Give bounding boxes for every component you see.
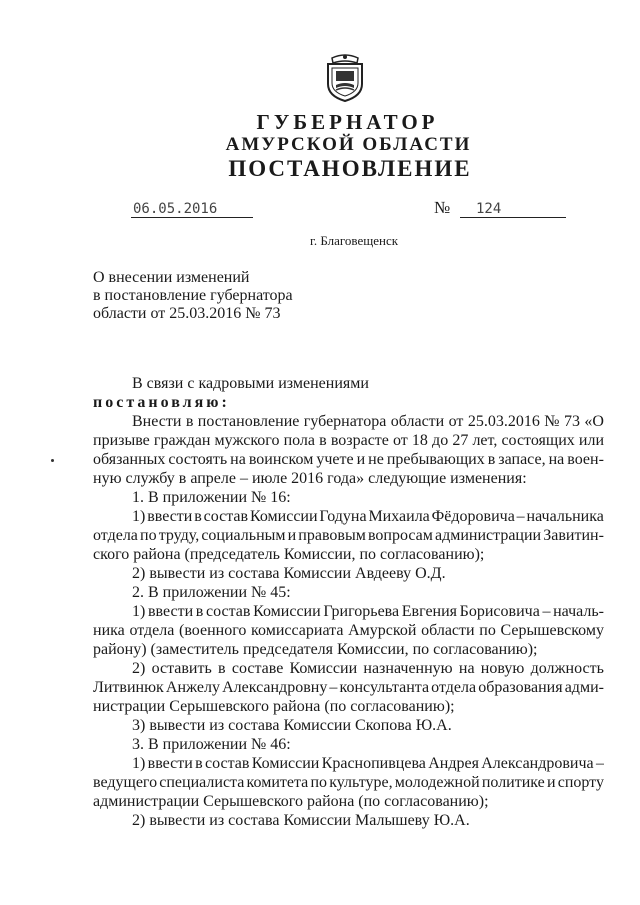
scan-speck [51, 459, 54, 462]
issuer-region: АМУРСКОЙ ОБЛАСТИ [225, 134, 472, 155]
body-line: 1) ввести в состав Комиссии Григорьева Евгения Борисовича – началь- [132, 603, 604, 620]
body-line: 2. В приложении № 45: [132, 584, 291, 601]
resolve-word: постановляю: [93, 394, 230, 411]
body-line: 2) вывести из состава Комиссии Авдееву О.Д. [132, 565, 446, 582]
body-line: 3) вывести из состава Комиссии Скопова Ю.А. [132, 717, 452, 734]
document-date: 06.05.2016 [131, 201, 253, 218]
number-sign: № [434, 198, 451, 217]
body-line: 2) вывести из состава Комиссии Малышеву Ю.А. [132, 812, 470, 829]
body-line: Литвинюк Анжелу Александровну – консультанта отдела образования адми- [93, 679, 604, 696]
city: г. Благовещенск [309, 233, 399, 248]
body-line: 1. В приложении № 16: [132, 489, 291, 506]
body-line: 3. В приложении № 46: [132, 736, 291, 753]
document-number: 124 [460, 201, 566, 218]
body-line: обязанных состоять на воинском учете и не пребывающих в запасе, на воен- [93, 451, 604, 468]
document-type: ПОСТАНОВЛЕНИЕ [228, 156, 472, 181]
subject-line: О внесении изменений [93, 269, 250, 286]
body-line: 2) оставить в составе Комиссии назначенную на новую должность [132, 660, 604, 677]
body-line: ведущего специалиста комитета по культуре, молодежной политике и спорту [93, 774, 604, 791]
body-line: нистрации Серышевского района (по согласованию); [93, 698, 455, 715]
subject-line: области от 25.03.2016 № 73 [93, 305, 281, 322]
body-line: призыве граждан мужского пола в возрасте от 18 до 27 лет, состоящих или [93, 432, 604, 449]
body-line: ского района (председатель Комиссии, по согласованию); [93, 546, 485, 563]
body-line: Внести в постановление губернатора области от 25.03.2016 № 73 «О [132, 413, 604, 430]
body-line: ника отдела (военного комиссариата Амурской области по Серышевскому [93, 622, 604, 639]
preamble: В связи с кадровыми изменениями [132, 375, 369, 392]
body-line: 1) ввести в состав Комиссии Краснопивцева Андрея Александровича – [132, 755, 604, 772]
subject-block [93, 269, 293, 323]
issuer-title: ГУБЕРНАТОР [256, 110, 439, 134]
coat-of-arms-icon [324, 54, 366, 102]
body-line: 1) ввести в состав Комиссии Годуна Михаила Фёдоровича – начальника [132, 508, 604, 525]
body-line: администрации Серышевского района (по согласованию); [93, 793, 489, 810]
body-line: ную службу в апреле – июле 2016 года» следующие изменения: [93, 470, 527, 487]
body-line: району) (заместитель председателя Комиссии, по согласованию); [93, 641, 538, 658]
body-line: отдела по труду, социальным и правовым вопросам администрации Завитин- [93, 527, 604, 544]
subject-line: в постановление губернатора [93, 287, 293, 304]
